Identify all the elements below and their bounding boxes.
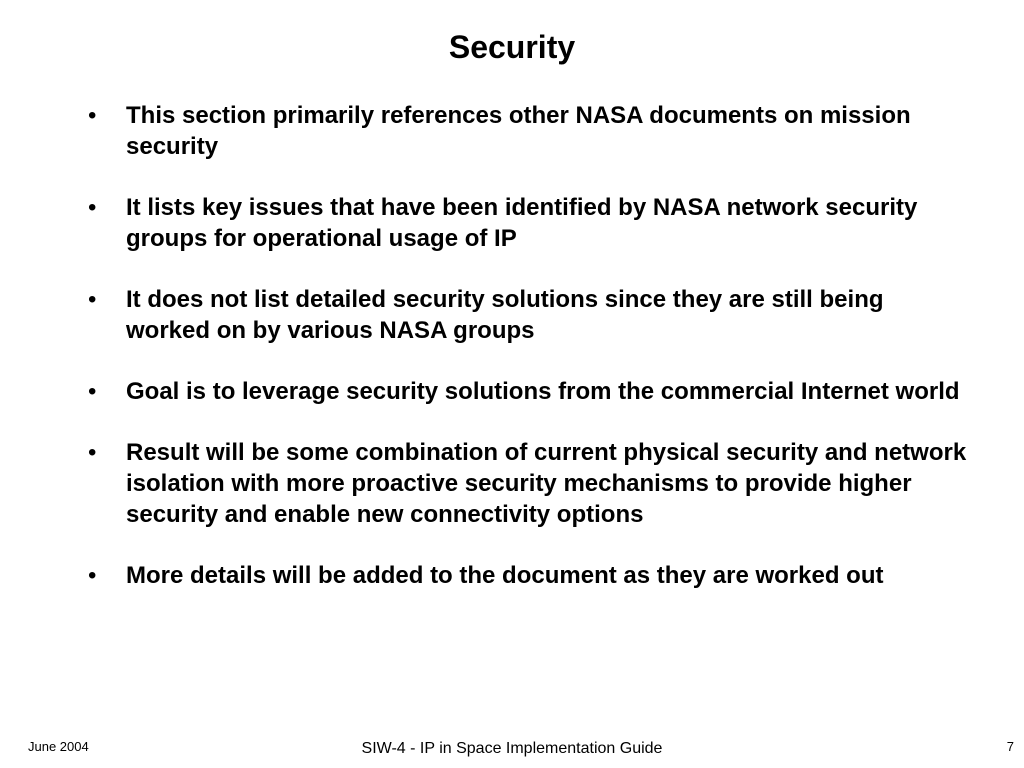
- footer-title: SIW-4 - IP in Space Implementation Guide: [361, 740, 663, 757]
- bullet-marker: •: [88, 194, 97, 221]
- footer-date: June 2004: [28, 739, 89, 754]
- bullet-text: Result will be some combination of current physical security and network isolation with more proactive security mechanisms to provide higher security and enable new connectivity options: [126, 439, 967, 528]
- bullet-list: [88, 100, 968, 621]
- bullet-item: [88, 284, 968, 346]
- bullet-item: [88, 100, 968, 162]
- bullet-marker: •: [88, 286, 97, 313]
- page-number: 7: [1006, 739, 1014, 754]
- bullet-marker: •: [88, 102, 97, 129]
- bullet-item: [88, 437, 968, 530]
- bullet-text: Goal is to leverage security solutions from the commercial Internet world: [126, 378, 960, 405]
- bullet-text: More details will be added to the document as they are worked out: [126, 562, 884, 589]
- bullet-marker: •: [88, 439, 97, 466]
- bullet-text: This section primarily references other NASA documents on mission security: [126, 102, 911, 160]
- bullet-text: It does not list detailed security solutions since they are still being worked on by various NASA groups: [126, 286, 884, 344]
- bullet-item: [88, 376, 968, 407]
- bullet-text: It lists key issues that have been identified by NASA network security groups for operational usage of IP: [126, 194, 918, 252]
- bullet-marker: •: [88, 562, 97, 589]
- bullet-item: [88, 192, 968, 254]
- bullet-item: [88, 560, 968, 591]
- bullet-marker: •: [88, 378, 97, 405]
- slide-title: Security: [448, 29, 576, 65]
